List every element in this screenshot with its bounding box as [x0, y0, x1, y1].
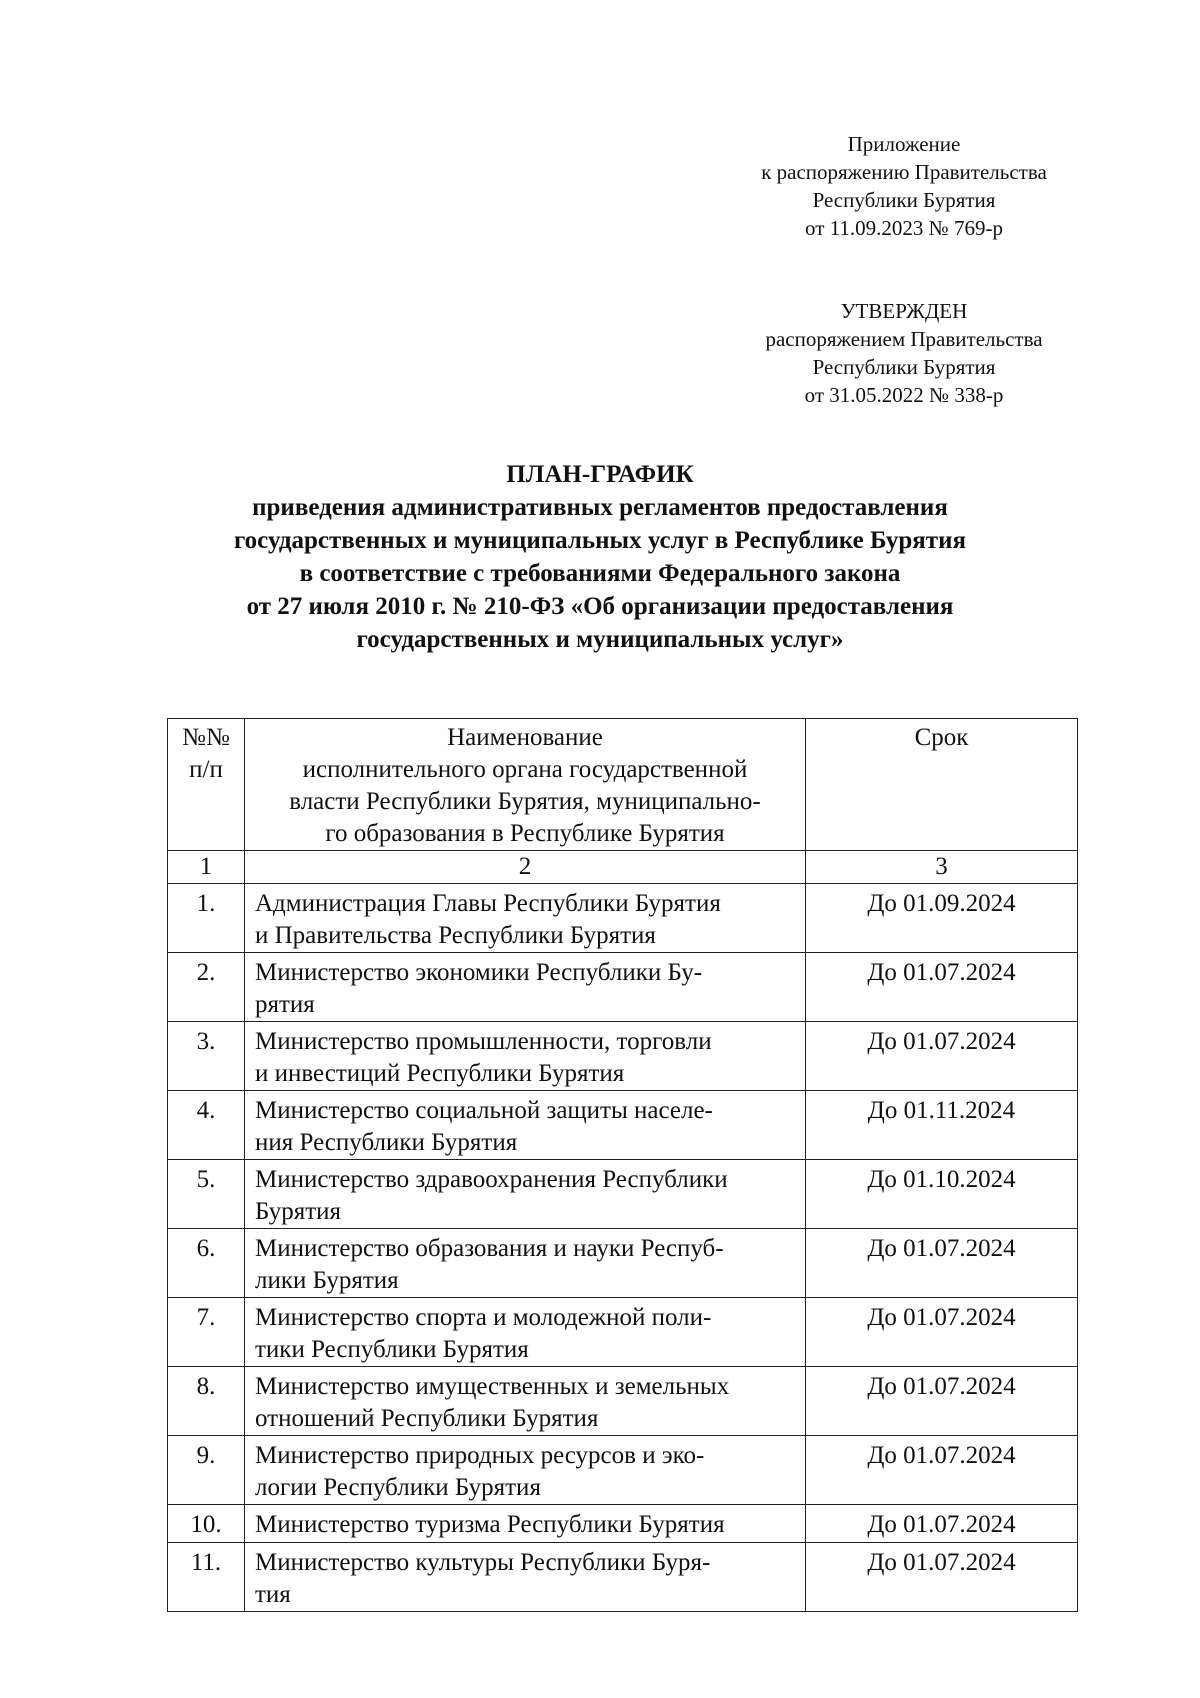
header-name-line: Наименование [447, 724, 603, 751]
header-name-line: власти Республики Бурятия, муниципально- [289, 788, 761, 815]
table-row [168, 1229, 1078, 1298]
title-line: ПЛАН-ГРАФИК [506, 461, 694, 488]
authority-name-line: Администрация Главы Республики Бурятия [255, 890, 721, 917]
row-deadline: До 01.07.2024 [806, 1298, 1078, 1367]
row-deadline: До 01.07.2024 [806, 1543, 1078, 1612]
row-deadline: До 01.07.2024 [806, 1022, 1078, 1091]
row-deadline: До 01.07.2024 [806, 1367, 1078, 1436]
row-deadline: До 01.11.2024 [806, 1091, 1078, 1160]
appendix-line: к распоряжению Правительства [761, 160, 1047, 184]
authority-name-line: Министерство спорта и молодежной поли- [255, 1304, 712, 1331]
row-authority-name [245, 1298, 806, 1367]
row-authority-name [245, 1505, 806, 1543]
title-line: приведения административных регламентов предоставления [252, 494, 948, 521]
row-authority-name [245, 1091, 806, 1160]
row-deadline: До 01.07.2024 [806, 1436, 1078, 1505]
header-name-line: го образования в Республике Бурятия [325, 820, 725, 847]
row-number: 2. [168, 953, 245, 1022]
header-term: Срок [806, 719, 1078, 851]
authority-name-line: и инвестиций Республики Бурятия [255, 1060, 625, 1087]
title-line: государственных и муниципальных услуг» [356, 626, 844, 653]
row-number: 1. [168, 884, 245, 953]
column-number: 1 [168, 851, 245, 884]
column-number-row [168, 851, 1078, 884]
row-authority-name [245, 1436, 806, 1505]
row-authority-name [245, 1160, 806, 1229]
table-row [168, 1505, 1078, 1543]
table-row [168, 1160, 1078, 1229]
row-number: 3. [168, 1022, 245, 1091]
header-number [168, 719, 245, 851]
approval-line: распоряжением Правительства [765, 327, 1043, 351]
row-authority-name [245, 1367, 806, 1436]
header-number-line: №№ [182, 724, 230, 751]
document-title [120, 458, 1080, 656]
appendix-line: от 11.09.2023 № 769-р [805, 216, 1003, 240]
row-number: 11. [168, 1543, 245, 1612]
row-deadline: До 01.07.2024 [806, 1505, 1078, 1543]
row-deadline: До 01.07.2024 [806, 1229, 1078, 1298]
table-row [168, 1367, 1078, 1436]
column-number: 2 [245, 851, 806, 884]
title-line: от 27 июля 2010 г. № 210-ФЗ «Об организации предоставления [246, 593, 954, 620]
row-number: 6. [168, 1229, 245, 1298]
row-number: 8. [168, 1367, 245, 1436]
table-row [168, 1298, 1078, 1367]
table-row [168, 884, 1078, 953]
authority-name-line: Министерство экономики Республики Бу- [255, 959, 703, 986]
row-authority-name [245, 1229, 806, 1298]
authority-name-line: Министерство туризма Республики Бурятия [255, 1511, 725, 1538]
row-authority-name [245, 1543, 806, 1612]
header-name-line: исполнительного органа государственной [302, 756, 748, 783]
table-row [168, 1022, 1078, 1091]
row-authority-name [245, 953, 806, 1022]
authority-name-line: Министерство здравоохранения Республики [255, 1166, 728, 1193]
title-line: государственных и муниципальных услуг в Республике Бурятия [233, 527, 967, 554]
title-line: в соответствие с требованиями Федерального закона [299, 560, 901, 587]
approval-line: Республики Бурятия [812, 355, 996, 379]
authority-name-line: тики Республики Бурятия [255, 1336, 529, 1363]
authority-name-line: тия [255, 1581, 291, 1608]
table-header-row [168, 719, 1078, 851]
approval-stamp [724, 297, 1084, 409]
table-row [168, 1543, 1078, 1612]
authority-name-line: Министерство культуры Республики Буря- [255, 1549, 711, 1576]
authority-name-line: рятия [255, 991, 315, 1018]
table-row [168, 1091, 1078, 1160]
approval-line: УТВЕРЖДЕН [840, 299, 968, 323]
authority-name-line: Министерство образования и науки Респуб- [255, 1235, 724, 1262]
authority-name-line: Министерство имущественных и земельных [255, 1373, 730, 1400]
row-number: 9. [168, 1436, 245, 1505]
table-row [168, 953, 1078, 1022]
authority-name-line: Министерство промышленности, торговли [255, 1028, 712, 1055]
approval-line: от 31.05.2022 № 338-р [804, 383, 1004, 407]
header-name [245, 719, 806, 851]
row-number: 10. [168, 1505, 245, 1543]
authority-name-line: логии Республики Бурятия [255, 1474, 541, 1501]
authority-name-line: Министерство социальной защиты населе- [255, 1097, 713, 1124]
row-number: 4. [168, 1091, 245, 1160]
row-authority-name [245, 1022, 806, 1091]
row-deadline: До 01.10.2024 [806, 1160, 1078, 1229]
row-authority-name [245, 884, 806, 953]
authority-name-line: отношений Республики Бурятия [255, 1405, 599, 1432]
appendix-stamp [724, 130, 1084, 242]
appendix-line: Республики Бурятия [812, 188, 996, 212]
row-deadline: До 01.07.2024 [806, 953, 1078, 1022]
row-number: 7. [168, 1298, 245, 1367]
row-deadline: До 01.09.2024 [806, 884, 1078, 953]
authority-name-line: и Правительства Республики Бурятия [255, 922, 656, 949]
authority-name-line: Министерство природных ресурсов и эко- [255, 1442, 705, 1469]
authority-name-line: ния Республики Бурятия [255, 1129, 518, 1156]
schedule-table [167, 718, 1078, 1612]
row-number: 5. [168, 1160, 245, 1229]
header-number-line: п/п [189, 756, 223, 783]
authority-name-line: Бурятия [255, 1198, 342, 1225]
table-row [168, 1436, 1078, 1505]
authority-name-line: лики Бурятия [255, 1267, 399, 1294]
column-number: 3 [806, 851, 1078, 884]
appendix-line: Приложение [847, 132, 961, 156]
